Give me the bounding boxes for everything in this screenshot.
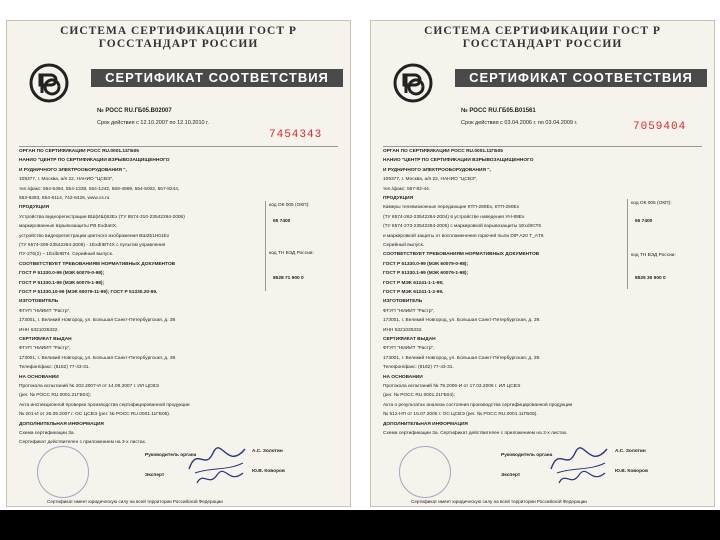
body-line: Протокола испытаний № 78.2006-И от 17.03.2006 г. ИЛ ЦСВЭ xyxy=(383,384,521,389)
body-line: ФГУП "НИИИТ "Растр", xyxy=(383,346,435,352)
org-head-name: А.С. Золотин xyxy=(615,449,646,454)
serial-number: 7454343 xyxy=(269,129,323,141)
body-line: ДОПОЛНИТЕЛЬНАЯ ИНФОРМАЦИЯ xyxy=(19,421,104,427)
rst-logo-icon xyxy=(29,63,69,103)
body-line: СЕРТИФИКАТ ВЫДАН xyxy=(19,337,72,342)
system-header: СИСТЕМА СЕРТИФИКАЦИИ ГОСТ Р xyxy=(424,25,661,37)
tnved-value: 8525 30 900 0 xyxy=(635,276,666,281)
certificate-number: № РОСС RU.ГБ05.В01561 xyxy=(461,108,536,114)
body-line: ФГУП "НИИИТ "Растр", xyxy=(383,308,435,314)
body-line: Камеры телевизионные передающие КТП-280Ех, КТП-290Ех xyxy=(383,205,520,211)
body-line: тел./факс: 554-5494, 554-1338, 554-1242, 559-4989, 554-5002, 557-8244, xyxy=(19,186,180,192)
body-line: 173001, г. Великий Новгород, ул. Большая Санкт-Петербургская, д. 39. xyxy=(19,318,177,324)
body-line: ГОСТ Р МЭК 61241-1-2-99. xyxy=(383,290,444,295)
signature-expert xyxy=(195,469,245,489)
body-line: СЕРТИФИКАТ ВЫДАН xyxy=(383,337,436,342)
expert-label: Эксперт xyxy=(501,473,521,478)
body-line: 109377, г. Москва, а/я 22, НАНИО "ЦСВЭ", xyxy=(383,177,478,183)
body-line: Серийный выпуск. xyxy=(383,243,425,248)
body-line: Телефон/факс: (8162) 77-43-31. xyxy=(19,365,90,371)
expert-name: Ю.В. Коворов xyxy=(252,469,285,474)
body-line: Схема сертификации 3а. xyxy=(19,431,75,436)
body-line: ГОСТ Р 51330.0-99 (МЭК 60079-0-98); xyxy=(19,271,105,277)
body-line: ГОСТ Р МЭК 61241-1-1-99; xyxy=(383,280,444,286)
gosstandart-header: ГОССТАНДАРТ РОССИИ xyxy=(98,38,259,50)
body-line: Акта о результатах анализа состояния производства сертифицированной продукции xyxy=(383,402,573,408)
body-line: Схема сертификации 3а. Сертификат действителен с приложением на 2-х листах. xyxy=(383,431,568,436)
body-line: НАНИО "ЦЕНТР ПО СЕРТИФИКАЦИИ ВЗРЫВОЗАЩИЩЕННОГО xyxy=(19,158,170,164)
certificate-title: СЕРТИФИКАТ СООТВЕТСТВИЯ xyxy=(455,69,707,87)
validity-period: Срок действия с 03.04.2006 г. по 03.04.2009 г. xyxy=(461,120,578,126)
body-line: тел./факс: 557-82-44. xyxy=(383,186,431,192)
body-line: маркированные взрывозащиты РВ ExdIaIIX, xyxy=(19,224,118,230)
body-line: НАНИО "ЦЕНТР ПО СЕРТИФИКАЦИИ ВЗРЫВОЗАЩИЩЕННОГО xyxy=(383,158,534,164)
body-line: Акта инспекционной проверки производства сертифицированной продукции xyxy=(19,402,190,408)
certificate-title: СЕРТИФИКАТ СООТВЕТСТВИЯ xyxy=(91,69,343,87)
body-line: 173001, г. Великий Новгород, ул. Большая Санкт-Петербургская, д. 39. xyxy=(19,355,177,361)
certificate-footer: Сертификат имеет юридическую силу на всей территории Российской Федерации xyxy=(411,499,587,504)
body-line: 109377, г. Москва, а/я 22, НАНИО "ЦСВЭ", xyxy=(19,177,114,183)
body-line: 173001, г. Великий Новгород, ул. Большая Санкт-Петербургская, д. 39. xyxy=(383,318,541,324)
body-line: (ТУ 6574-309-23542264-2006) - 1ExdIIBТ4Х с пультом управления xyxy=(19,243,166,248)
tnved-label: код ТН ВЭД России: xyxy=(631,253,676,258)
body-line: устройство видеорегистрации цветного изображения ВШ261Н01Ех xyxy=(19,233,170,239)
body-line: Устройства видеорегистрации ВШ(ИШ)52Ех (ТУ 6574-310-23542264-2006) xyxy=(19,214,185,220)
body-line: (ТУ 6574-262-23542264-2004) в устройстве наведения УН-89Ех xyxy=(383,214,525,220)
okp-value: 65 7400 xyxy=(635,219,653,224)
serial-number: 7059404 xyxy=(633,121,687,133)
body-line: № 201-И от 26.09.2007 г. ОС ЦСВЭ (рег. № РОСС RU.0001.11ГБ05). xyxy=(19,412,171,418)
certificate-right xyxy=(370,20,715,507)
certificate-left xyxy=(6,20,351,507)
code-column-divider xyxy=(265,201,266,291)
body-line: ОРГАН ПО СЕРТИФИКАЦИИ РОСС RU.0001.11ГБ05 xyxy=(19,149,139,154)
okp-label: код ОК 005 (ОКП): xyxy=(269,203,310,208)
body-line: (рег. № РОСС RU.0001.21ГБ04); xyxy=(19,393,91,399)
body-line: И РУДНИЧНОГО ЭЛЕКТРООБОРУДОВАНИЯ ", xyxy=(383,167,491,173)
signature-expert xyxy=(557,469,607,489)
org-head-name: А.С. Золотин xyxy=(252,449,283,454)
body-line: ДОПОЛНИТЕЛЬНАЯ ИНФОРМАЦИЯ xyxy=(383,421,468,427)
body-line: ФГУП "НИИИТ "Растр", xyxy=(19,308,71,314)
body-line: ИЗГОТОВИТЕЛЬ xyxy=(19,299,59,305)
body-line: Телефон/факс: (8162) 77-43-31. xyxy=(383,365,454,371)
body-line: ИНН 5321035332. xyxy=(383,327,423,333)
code-column-divider xyxy=(627,199,628,289)
body-line: СООТВЕТСТВУЕТ ТРЕБОВАНИЯМ НОРМАТИВНЫХ ДОКУМЕНТОВ xyxy=(383,252,540,258)
body-line: ИНН 5321035332. xyxy=(19,327,59,333)
org-head-label: Руководитель органа xyxy=(501,453,553,458)
divider xyxy=(383,146,702,147)
certificate-number: № РОСС RU.ГБ05.В02007 xyxy=(97,108,172,114)
body-line: ПРОДУКЦИЯ xyxy=(19,205,50,211)
org-head-label: Руководитель органа xyxy=(145,453,197,458)
body-line: Протокола испытаний № 202.2007-И от 14.08.2007 г. ИЛ ЦСВЭ xyxy=(19,384,159,389)
body-line: № 512-НП от 15.07.2005 г. ОС ЦСВЭ (рег. № РОСС RU.0001.11ГБ05). xyxy=(383,412,538,418)
body-line: 553-8393, 554-6114, 742-6426, www.cs.ru xyxy=(19,196,110,201)
body-line: ГОСТ Р 51330.1-99 (МЭК 60079-1-98); xyxy=(383,271,469,277)
certificate-footer: Сертификат имеет юридическую силу на всей территории Российской Федерации xyxy=(47,499,223,504)
body-line: ПРОДУКЦИЯ xyxy=(383,196,414,201)
official-stamp xyxy=(399,446,451,498)
tnved-label: код ТН ВЭД России: xyxy=(269,251,314,256)
body-line: ФГУП "НИИИТ "Растр", xyxy=(19,346,71,352)
rst-logo-icon xyxy=(393,63,433,103)
gosstandart-header: ГОССТАНДАРТ РОССИИ xyxy=(462,38,623,50)
body-line: 173001, г. Великий Новгород, ул. Большая Санкт-Петербургская, д. 39. xyxy=(383,355,541,361)
tnved-value: 8528 71 900 0 xyxy=(273,276,304,281)
okp-value: 65 7400 xyxy=(273,219,291,224)
validity-period: Срок действия с 12.10.2007 по 12.10.2010 г. xyxy=(97,120,209,126)
okp-label: код ОК 005 (ОКП): xyxy=(631,201,672,206)
body-line: Сертификат действителен с приложением на 3-х листах. xyxy=(19,440,147,446)
body-line: ГОСТ Р 51330.0-99 (МЭК 60079-0-98); xyxy=(383,261,469,267)
body-line: ПУ-275(2) – 1ExibIIВТ4. Серийный выпуск. xyxy=(19,252,114,258)
official-stamp xyxy=(37,446,89,498)
expert-name: Ю.В. Коворов xyxy=(615,469,648,474)
body-line: и маркировкой защиты от воспламенения горючей пыли DIP A20 T_AТ6 xyxy=(383,233,544,239)
body-line: (ТУ 6574-273-23542264-2005) с маркировкой взрывозащиты 1ExdIIСТ6 xyxy=(383,224,542,230)
body-line: НА ОСНОВАНИИ xyxy=(19,374,59,380)
body-line: ГОСТ Р 51330.1-99 (МЭК 60079-1-98); xyxy=(19,280,105,286)
body-line: ОРГАН ПО СЕРТИФИКАЦИИ РОСС RU.0001.11ГБ05 xyxy=(383,149,503,154)
expert-label: Эксперт xyxy=(145,473,165,478)
body-line: (рег. № РОСС RU.0001.21ГБ04); xyxy=(383,393,455,399)
system-header: СИСТЕМА СЕРТИФИКАЦИИ ГОСТ Р xyxy=(60,25,297,37)
body-line: ГОСТ Р 51330.10-99 (МЭК 60079-11-99); ГОСТ Р 51330.20-99. xyxy=(19,290,158,295)
body-line: И РУДНИЧНОГО ЭЛЕКТРООБОРУДОВАНИЯ ", xyxy=(19,167,127,173)
body-line: НА ОСНОВАНИИ xyxy=(383,374,423,380)
body-line: СООТВЕТСТВУЕТ ТРЕБОВАНИЯМ НОРМАТИВНЫХ ДОКУМЕНТОВ xyxy=(19,261,176,267)
body-line: ИЗГОТОВИТЕЛЬ xyxy=(383,299,423,305)
divider xyxy=(19,146,338,147)
